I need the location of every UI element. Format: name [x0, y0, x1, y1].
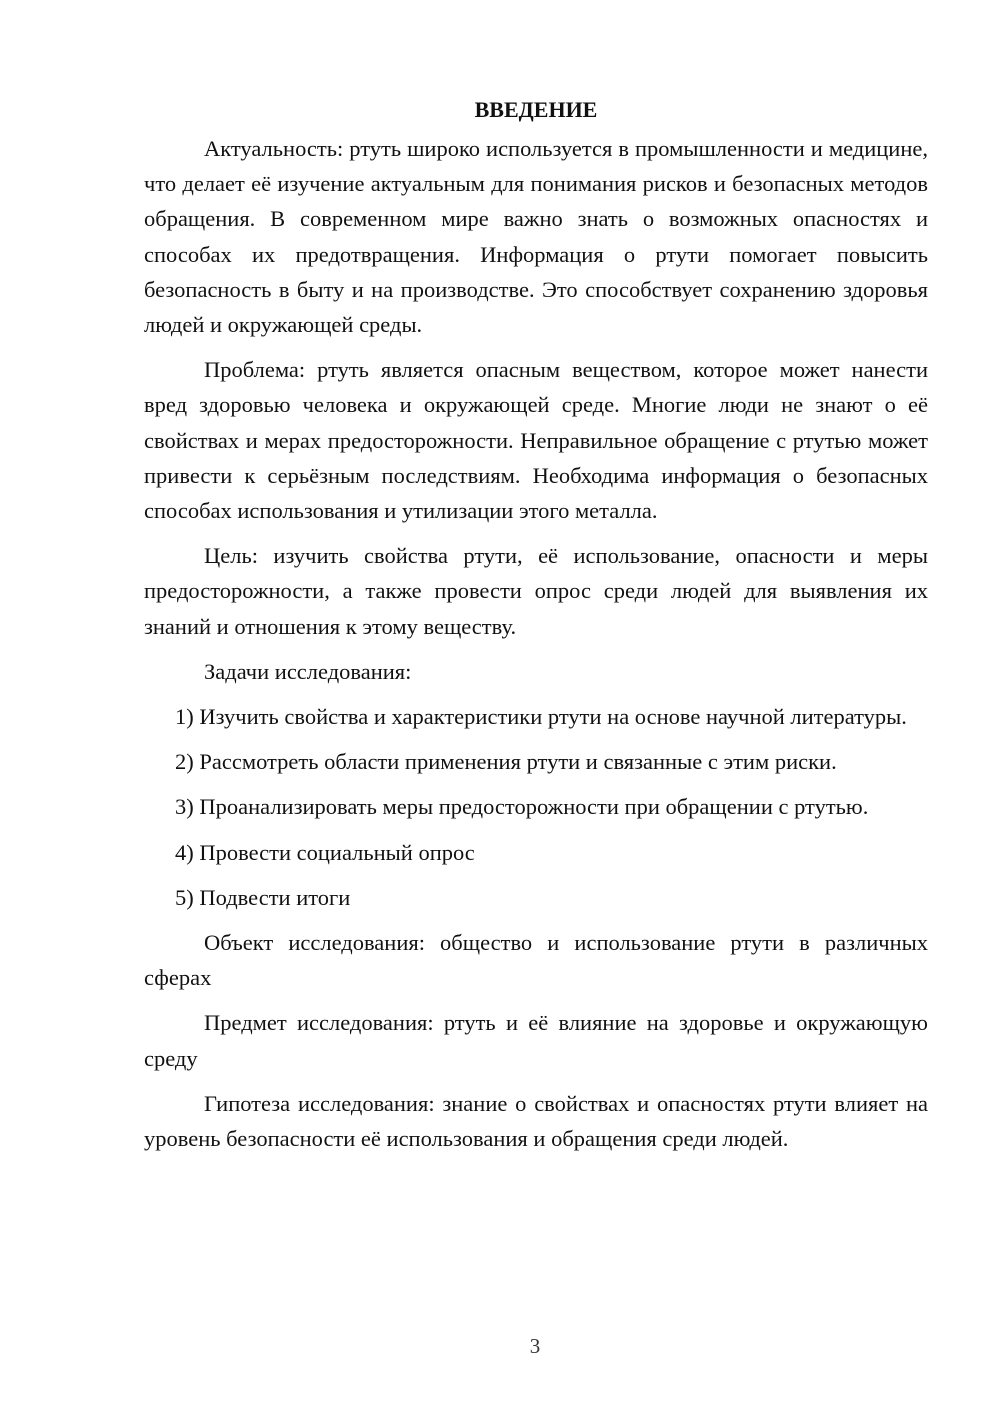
relevance-paragraph: Актуальность: ртуть широко используется в промышленности и медицине, что делает её изучение актуальным для понимания рисков и безопасных методов обращения. В современном мире важно знать о возможных опасностях и способах их предотвращения. Информация о ртути помогает повысить безопасность в быту и на производстве. Это способствует сохранению здоровья людей и окружающей среды. — [144, 136, 928, 338]
tasks-heading: Задачи исследования: — [204, 658, 412, 684]
task-item-4: 4) Провести социальный опрос — [175, 839, 475, 865]
document-title: ВВЕДЕНИЕ — [474, 97, 598, 122]
research-subject-paragraph: Предмет исследования: ртуть и её влияние на здоровье и окружающую среду — [144, 1010, 928, 1071]
task-item-3: 3) Проанализировать меры предосторожности при обращении с ртутью. — [175, 794, 869, 820]
research-object-paragraph: Объект исследования: общество и использование ртути в различных сферах — [144, 930, 928, 991]
problem-paragraph: Проблема: ртуть является опасным веществом, которое может нанести вред здоровью человека и окружающей среде. Многие люди не знают о её свойствах и мерах предосторожности. Неправильное обращение с ртутью может привести к серьёзным последствиям. Необходима информация о безопасных способах использования и утилизации этого металла. — [144, 357, 928, 524]
task-item-1: 1) Изучить свойства и характеристики ртути на основе научной литературы. — [175, 704, 907, 730]
task-item-2: 2) Рассмотреть области применения ртути и связанные с этим риски. — [175, 749, 837, 775]
task-item-5: 5) Подвести итоги — [175, 884, 351, 910]
document-page — [144, 92, 928, 1166]
goal-paragraph: Цель: изучить свойства ртути, её использование, опасности и меры предосторожности, а также провести опрос среди людей для выявления их знаний и отношения к этому веществу. — [144, 543, 928, 639]
tasks-list — [144, 699, 928, 915]
page-number: 3 — [529, 1334, 541, 1358]
research-hypothesis-paragraph: Гипотеза исследования: знание о свойствах и опасностях ртути влияет на уровень безопасности её использования и обращения среди людей. — [144, 1090, 928, 1152]
